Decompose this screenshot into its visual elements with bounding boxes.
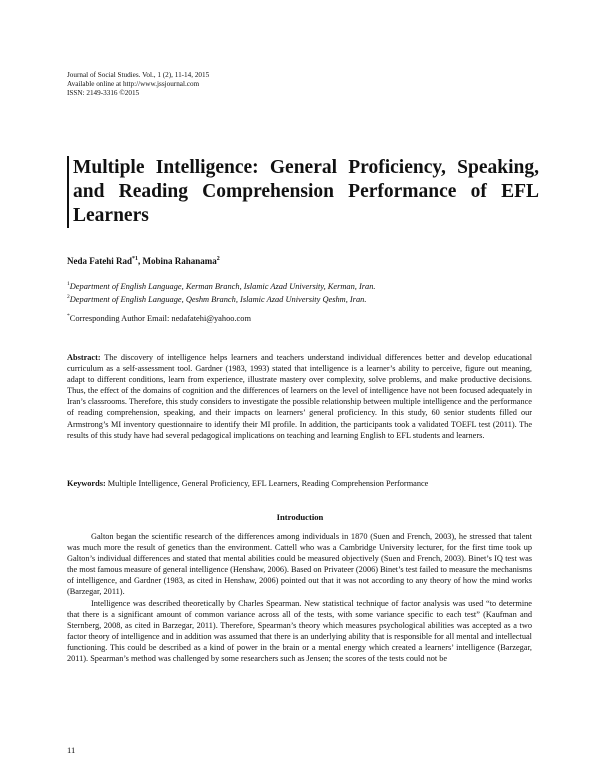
- paragraph: Galton began the scientific research of the differences among individuals in 1870 (Suen and French, 2003), he stressed that talent was much more the result of genetics than the environment. Cattell who was a Cambridge University lecturer, for the first time took up Galton’s individual differences and stated that mental abilities could be measured objectively (Suen and French, 2003). Binet’s IQ test was the most famous measure of general intelligence (Henshaw, 2006). Based on Privateer (2006) Binet’s test failed to measure the mechanisms of intelligence, and Gardner (1983, as cited in Henshaw, 2006) pointed out that it was not according to any theory of how the mind works (Barzegar, 2011).: [67, 532, 532, 597]
- article-title: Multiple Intelligence: General Proficiency, Speaking, and Reading Comprehension Performance of EFL Learners: [73, 157, 539, 226]
- journal-citation: Journal of Social Studies. Vol., 1 (2), 11-14, 2015: [67, 71, 210, 79]
- corresponding-mark: *: [67, 313, 70, 319]
- keywords: [67, 478, 532, 489]
- abstract: [67, 352, 532, 441]
- journal-header: [67, 71, 209, 98]
- corresponding-email[interactable]: Corresponding Author Email: nedafatehi@yahoo.com: [69, 313, 251, 323]
- page-number: 11: [67, 745, 76, 755]
- affiliation-text: Department of English Language, Qeshm Branch, Islamic Azad University Qeshm, Iran.: [69, 294, 367, 304]
- keywords-text: Multiple Intelligence, General Proficiency, EFL Learners, Reading Comprehension Performance: [105, 479, 429, 488]
- affiliation-2: [67, 292, 376, 305]
- author-line: [67, 256, 220, 266]
- author-separator: ,: [138, 256, 143, 266]
- abstract-text: The discovery of intelligence helps learners and teachers understand individual differences better and develop educational curriculum as a self-assessment tool. Gardner (1983, 1993) stated that intelligence is a learner’s ability to perceive, figure out meaning, adapt to different conditions, learn from experience, illustrate mastery over complexity, solve problems, and make productive decisions. Thus, the effect of the domains of cognition and the differences of learners on the level of intelligence have not been focused adequately in Iran’s classrooms. Therefore, this study considers to investigate the possible relationship between multiple intelligence and the performance of reading comprehension, speaking, and their impacts on learners’ general proficiency. In this study, 60 senior students filled our Armstrong’s MI inventory questionnaire to identify their MI profile. In addition, the participants took a validated TOEFL test (2011). The results of this study have had several pedagogical implications on teaching and learning English to EFL students and learners.: [67, 353, 532, 440]
- journal-issn: ISSN: 2149-3316 ©2015: [67, 89, 140, 97]
- journal-url[interactable]: Available online at http://www.jssjournal.com: [67, 80, 200, 88]
- author-affiliation-mark: *1: [132, 256, 138, 262]
- introduction-body: [67, 531, 532, 664]
- affiliation-mark: 2: [67, 293, 70, 300]
- keywords-label: Keywords:: [67, 479, 106, 488]
- corresponding-author: [67, 313, 251, 323]
- author-name: Neda Fatehi Rad: [67, 256, 132, 266]
- section-heading-introduction: Introduction: [276, 512, 324, 522]
- affiliation-mark: 1: [67, 281, 70, 287]
- abstract-label: Abstract:: [67, 353, 101, 362]
- author-affiliation-mark: 2: [216, 256, 220, 262]
- affiliations: [67, 279, 376, 305]
- affiliation-text: Department of English Language, Kerman Branch, Islamic Azad University, Kerman, Iran.: [69, 281, 376, 291]
- title-block: [67, 156, 539, 228]
- affiliation-1: [67, 279, 376, 292]
- paragraph: Intelligence was described theoretically by Charles Spearman. New statistical technique of factor analysis was used “to determine that there is a significant amount of common variance across all of the tests, with some variance specific to each test” (Kaufman and Sternberg, 2008, as cited in Barzegar, 2011). Therefore, Spearman’s theory which measures psychological abilities was accepted as a two factor theory of intelligence and in addition was assumed that there is an underlying ability that is responsible for all mental and intellectual functioning. This could be described as a kind of power in the brain or a mental energy which created a learners’ intelligence (Barzegar, 2011). Spearman’s method was challenged by some researchers such as Jensen; the scores of the tests could not be: [67, 598, 532, 664]
- author-name: Mobina Rahanama: [142, 256, 217, 266]
